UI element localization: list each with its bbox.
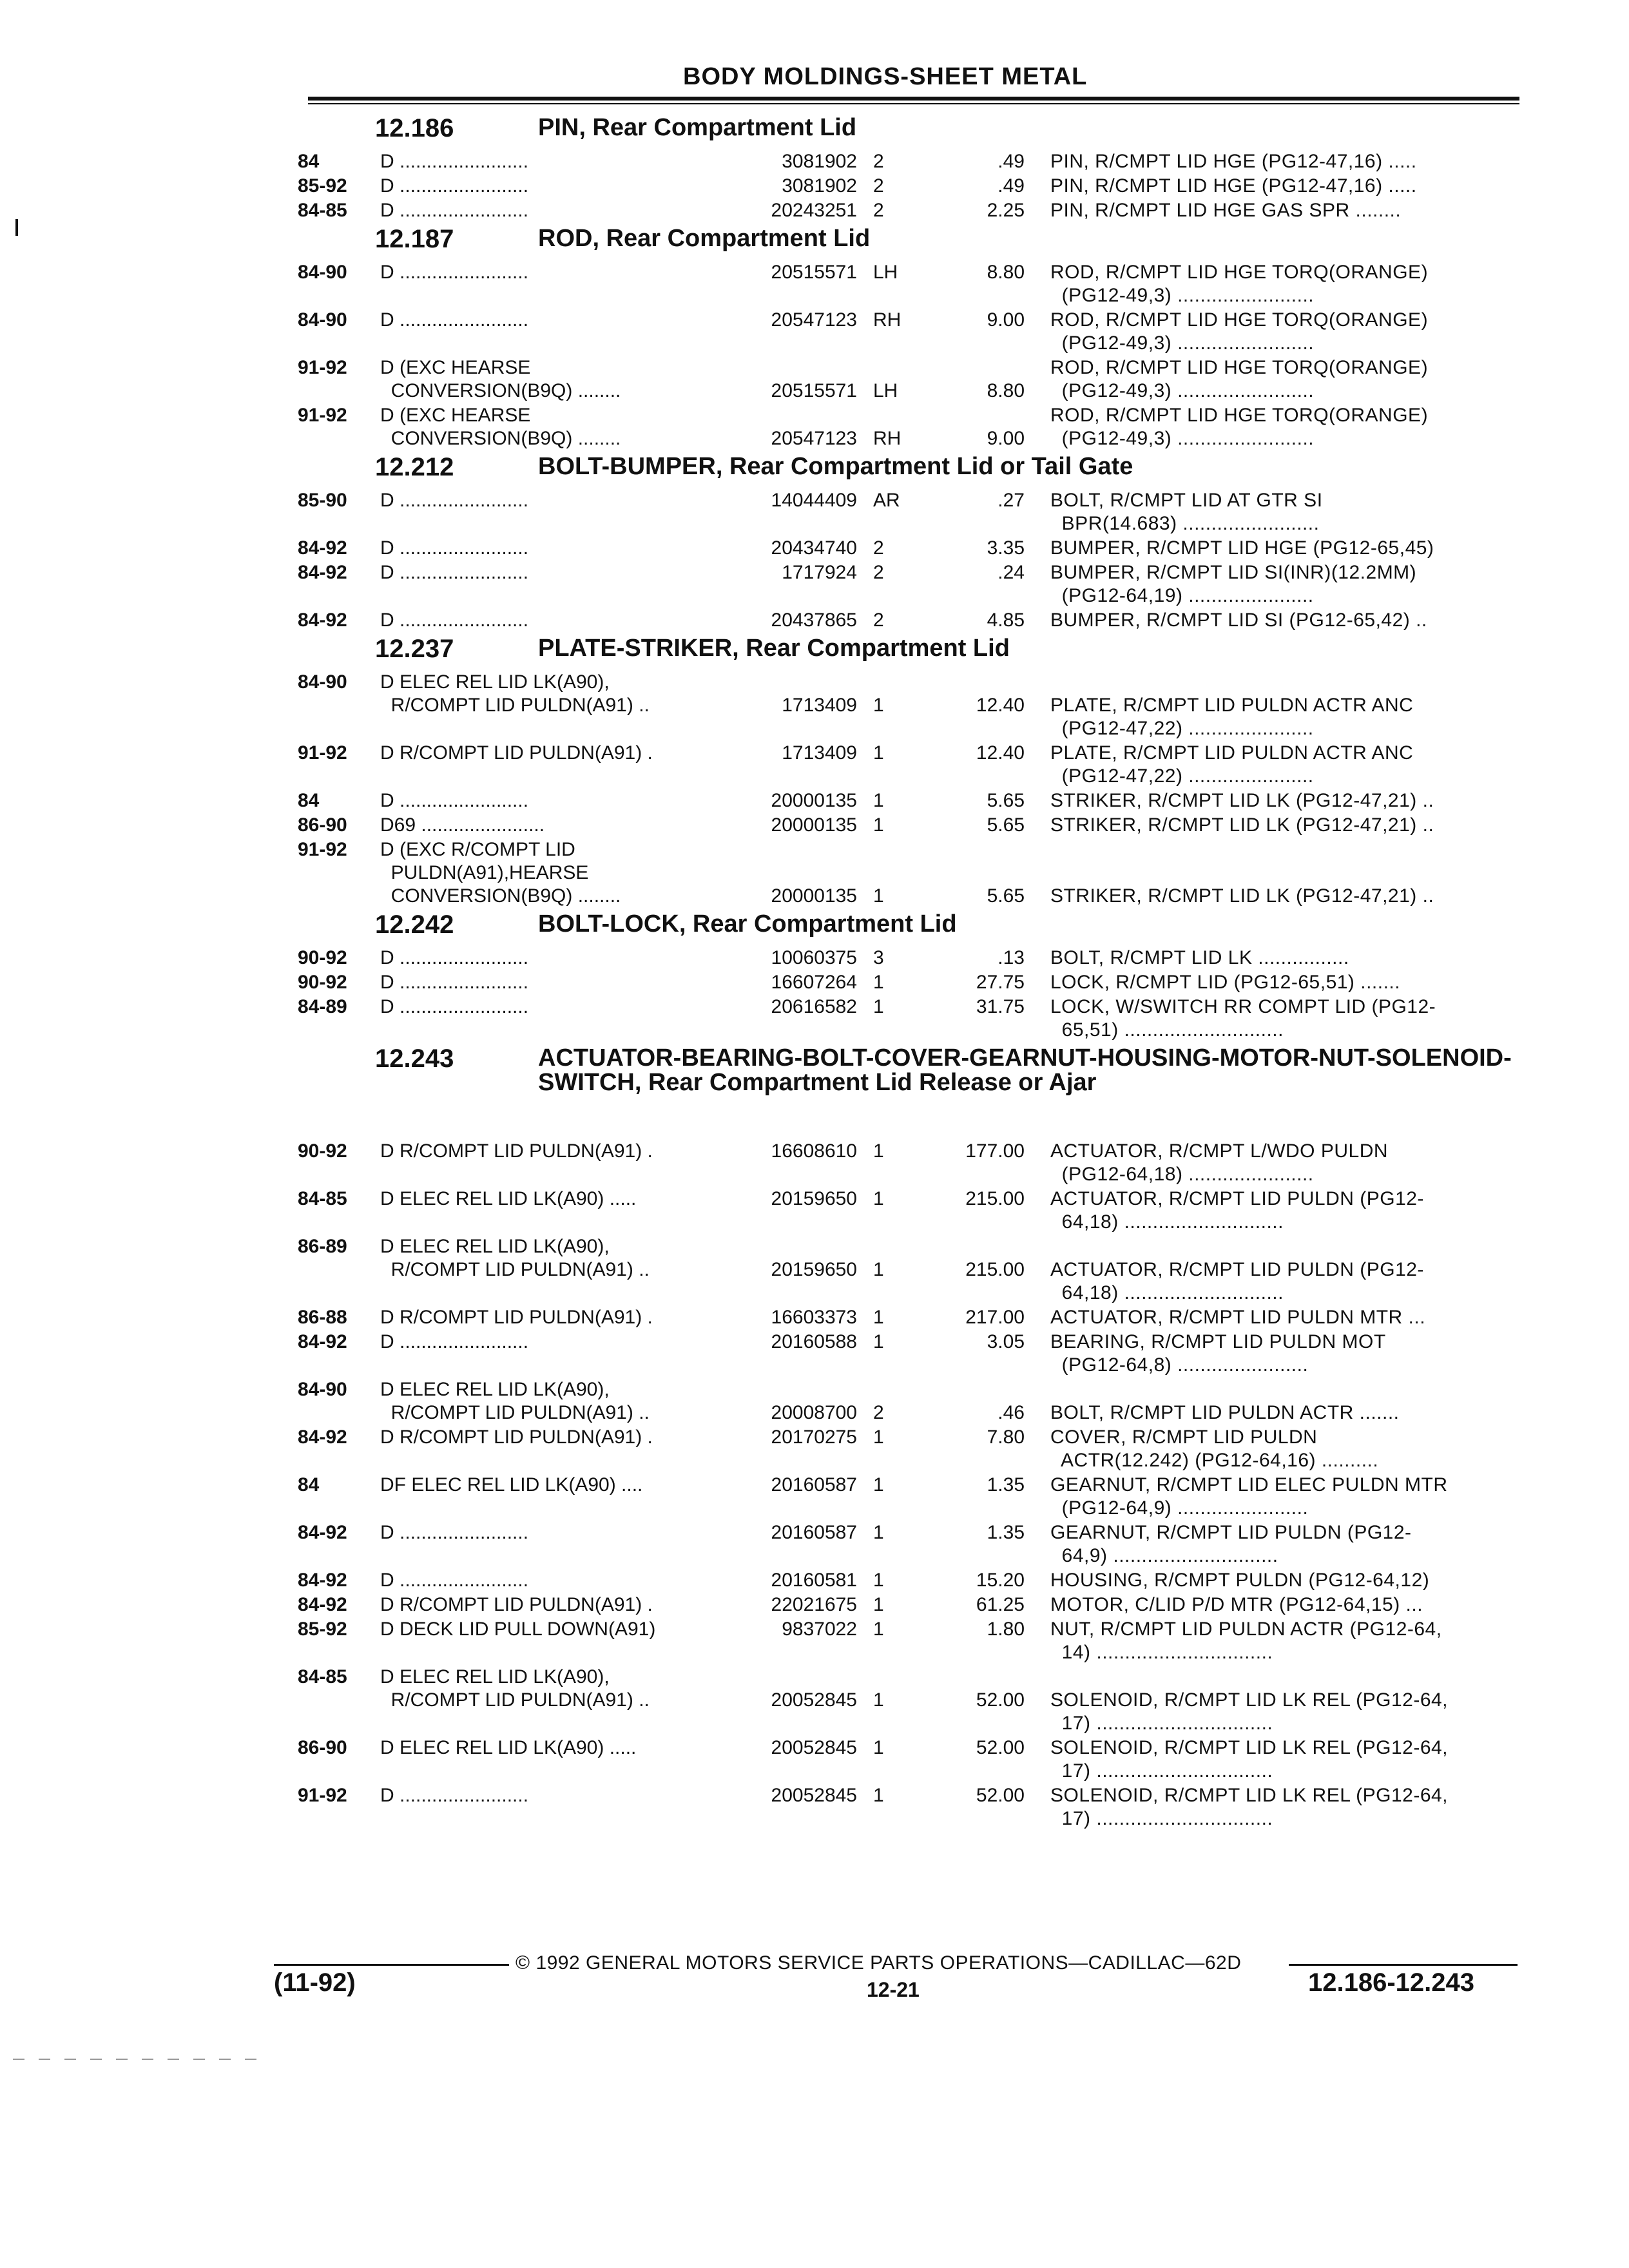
- footer-rule-left: [274, 1964, 509, 1966]
- part-number: 14044409: [771, 490, 857, 511]
- section-header: [0, 452, 1629, 489]
- model-years: 91-92: [298, 405, 347, 426]
- price: .49: [998, 175, 1025, 197]
- part-number: 20052845: [771, 1785, 857, 1806]
- section-number: 12.242: [375, 910, 454, 939]
- part-number: 20160581: [771, 1570, 857, 1591]
- part-number: 20000135: [771, 790, 857, 811]
- usage-description: D ........................: [380, 790, 529, 811]
- part-note: (PG12-47,22) ......................: [1050, 765, 1314, 787]
- section-title: ROD, Rear Compartment Lid: [538, 225, 871, 252]
- quantity: 1: [873, 1522, 884, 1543]
- part-note: ROD, R/CMPT LID HGE TORQ(ORANGE): [1050, 309, 1429, 331]
- quantity: 1: [873, 1594, 884, 1615]
- section-title: BOLT-BUMPER, Rear Compartment Lid or Tail Gate: [538, 453, 1133, 480]
- part-row: [0, 1569, 1629, 1593]
- quantity: RH: [873, 309, 901, 331]
- quantity: 1: [873, 790, 884, 811]
- section-title: BOLT-LOCK, Rear Compartment Lid: [538, 910, 957, 937]
- usage-description: R/COMPT LID PULDN(A91) ..: [380, 1259, 650, 1280]
- part-number: 20515571: [771, 380, 857, 401]
- model-years: 84-92: [298, 537, 347, 559]
- part-note: STRIKER, R/CMPT LID LK (PG12-47,21) ..: [1050, 885, 1434, 907]
- part-note: ACTUATOR, R/CMPT LID PULDN (PG12-: [1050, 1259, 1424, 1280]
- model-years: 84-92: [298, 1594, 347, 1615]
- model-years: 84-90: [298, 262, 347, 283]
- part-row: [0, 995, 1629, 1043]
- model-years: 86-90: [298, 814, 347, 836]
- quantity: 2: [873, 200, 884, 221]
- part-note: (PG12-64,9) .......................: [1050, 1497, 1309, 1519]
- usage-description: D ELEC REL LID LK(A90) .....: [380, 1737, 637, 1758]
- price: 215.00: [965, 1188, 1025, 1209]
- price: 2.25: [987, 200, 1025, 221]
- quantity: 2: [873, 151, 884, 172]
- part-note: 17) ...............................: [1050, 1713, 1273, 1734]
- model-years: 84-85: [298, 200, 347, 221]
- part-row: [0, 175, 1629, 199]
- part-row: [0, 1187, 1629, 1235]
- usage-description: D ........................: [380, 537, 529, 559]
- usage-description: DF ELEC REL LID LK(A90) ....: [380, 1474, 643, 1495]
- part-row: [0, 199, 1629, 224]
- footer-rule-right: [1289, 1964, 1518, 1966]
- part-row: [0, 261, 1629, 309]
- model-years: 86-90: [298, 1737, 347, 1758]
- usage-description: R/COMPT LID PULDN(A91) ..: [380, 1402, 650, 1423]
- usage-description: R/COMPT LID PULDN(A91) ..: [380, 695, 650, 716]
- part-row: [0, 150, 1629, 175]
- part-note: SOLENOID, R/CMPT LID LK REL (PG12-64,: [1050, 1689, 1449, 1711]
- part-note: 64,9) .............................: [1050, 1545, 1278, 1566]
- price: 52.00: [976, 1737, 1025, 1758]
- part-note: MOTOR, C/LID P/D MTR (PG12-64,15) ...: [1050, 1594, 1423, 1615]
- model-years: 90-92: [298, 1140, 347, 1162]
- quantity: RH: [873, 428, 901, 449]
- usage-description: D ........................: [380, 262, 529, 283]
- part-number: 20243251: [771, 200, 857, 221]
- header-rule: [308, 97, 1519, 101]
- part-number: 20159650: [771, 1259, 857, 1280]
- price: 8.80: [987, 380, 1025, 401]
- model-years: 84: [298, 1474, 320, 1495]
- usage-description: D ........................: [380, 972, 529, 993]
- part-row: [0, 1618, 1629, 1666]
- part-row: [0, 489, 1629, 537]
- usage-description: D (EXC R/COMPT LID: [380, 839, 575, 860]
- quantity: 2: [873, 537, 884, 559]
- price: 15.20: [976, 1570, 1025, 1591]
- part-row: [0, 1306, 1629, 1331]
- part-number: 20547123: [771, 428, 857, 449]
- quantity: 1: [873, 1427, 884, 1448]
- part-note: GEARNUT, R/CMPT LID ELEC PULDN MTR: [1050, 1474, 1448, 1495]
- part-note: BPR(14.683) ........................: [1050, 513, 1320, 534]
- part-row: [0, 404, 1629, 452]
- usage-description: D R/COMPT LID PULDN(A91) .: [380, 1140, 653, 1162]
- part-number: 20437865: [771, 610, 857, 631]
- part-note: (PG12-64,18) ......................: [1050, 1164, 1314, 1185]
- usage-description: D ........................: [380, 200, 529, 221]
- usage-description: D R/COMPT LID PULDN(A91) .: [380, 1307, 653, 1328]
- part-number: 16603373: [771, 1307, 857, 1328]
- part-note: PIN, R/CMPT LID HGE GAS SPR ........: [1050, 200, 1402, 221]
- price: 1.35: [987, 1474, 1025, 1495]
- model-years: 91-92: [298, 1785, 347, 1806]
- part-number: 20160588: [771, 1331, 857, 1352]
- price: .13: [998, 947, 1025, 968]
- part-note: SOLENOID, R/CMPT LID LK REL (PG12-64,: [1050, 1737, 1449, 1758]
- price: 9.00: [987, 428, 1025, 449]
- quantity: 1: [873, 1737, 884, 1758]
- part-number: 20616582: [771, 996, 857, 1017]
- part-note: (PG12-47,22) ......................: [1050, 718, 1314, 739]
- usage-description: D (EXC HEARSE: [380, 357, 531, 378]
- price: 9.00: [987, 309, 1025, 331]
- quantity: LH: [873, 262, 898, 283]
- quantity: AR: [873, 490, 900, 511]
- footer-copyright: © 1992 GENERAL MOTORS SERVICE PARTS OPERATIONS—CADILLAC—62D: [516, 1952, 1242, 1974]
- usage-description: CONVERSION(B9Q) ........: [380, 428, 621, 449]
- part-row: [0, 356, 1629, 404]
- part-number: 20547123: [771, 309, 857, 331]
- part-number: 3081902: [782, 151, 857, 172]
- part-note: ROD, R/CMPT LID HGE TORQ(ORANGE): [1050, 357, 1429, 378]
- part-note: BEARING, R/CMPT LID PULDN MOT: [1050, 1331, 1386, 1352]
- page-title: BODY MOLDINGS-SHEET METAL: [683, 63, 1088, 90]
- model-years: 84-92: [298, 610, 347, 631]
- usage-description: CONVERSION(B9Q) ........: [380, 885, 621, 907]
- part-row: [0, 537, 1629, 561]
- part-note: BUMPER, R/CMPT LID SI(INR)(12.2MM): [1050, 562, 1417, 583]
- part-note: 64,18) ............................: [1050, 1282, 1284, 1303]
- part-row: [0, 671, 1629, 742]
- price: 217.00: [965, 1307, 1025, 1328]
- model-years: 85-92: [298, 1619, 347, 1640]
- part-note: (PG12-49,3) ........................: [1050, 285, 1315, 306]
- part-row: [0, 309, 1629, 356]
- usage-description: D ........................: [380, 562, 529, 583]
- model-years: 84-92: [298, 1522, 347, 1543]
- usage-description: D ........................: [380, 947, 529, 968]
- part-note: PIN, R/CMPT LID HGE (PG12-47,16) .....: [1050, 151, 1417, 172]
- part-number: 20515571: [771, 262, 857, 283]
- quantity: 1: [873, 1188, 884, 1209]
- section-header: [0, 633, 1629, 671]
- part-note: STRIKER, R/CMPT LID LK (PG12-47,21) ..: [1050, 790, 1434, 811]
- part-row: [0, 1593, 1629, 1618]
- part-number: 20052845: [771, 1689, 857, 1711]
- usage-description: D ........................: [380, 1570, 529, 1591]
- scan-noise: [13, 2059, 271, 2060]
- part-note: ROD, R/CMPT LID HGE TORQ(ORANGE): [1050, 262, 1429, 283]
- price: 31.75: [976, 996, 1025, 1017]
- usage-description: D R/COMPT LID PULDN(A91) .: [380, 1427, 653, 1448]
- model-years: 84-90: [298, 671, 347, 693]
- usage-description: CONVERSION(B9Q) ........: [380, 380, 621, 401]
- model-years: 84: [298, 151, 320, 172]
- section-header: [0, 224, 1629, 261]
- part-number: 20170275: [771, 1427, 857, 1448]
- part-note: (PG12-49,3) ........................: [1050, 332, 1315, 354]
- price: 5.65: [987, 814, 1025, 836]
- part-note: PLATE, R/CMPT LID PULDN ACTR ANC: [1050, 742, 1414, 764]
- usage-description: D ........................: [380, 175, 529, 197]
- usage-description: D ........................: [380, 610, 529, 631]
- quantity: 1: [873, 814, 884, 836]
- part-row: [0, 1140, 1629, 1187]
- footer-date: (11-92): [274, 1968, 356, 1997]
- quantity: 3: [873, 947, 884, 968]
- part-note: 64,18) ............................: [1050, 1211, 1284, 1233]
- price: .24: [998, 562, 1025, 583]
- part-row: [0, 1521, 1629, 1569]
- price: 215.00: [965, 1259, 1025, 1280]
- usage-description: D R/COMPT LID PULDN(A91) .: [380, 742, 653, 764]
- price: 177.00: [965, 1140, 1025, 1162]
- part-note: ACTUATOR, R/CMPT LID PULDN (PG12-: [1050, 1188, 1424, 1209]
- part-number: 20008700: [771, 1402, 857, 1423]
- price: .27: [998, 490, 1025, 511]
- section-title: PIN, Rear Compartment Lid: [538, 114, 857, 141]
- quantity: 1: [873, 1140, 884, 1162]
- price: 12.40: [976, 742, 1025, 764]
- model-years: 85-90: [298, 490, 347, 511]
- model-years: 84-85: [298, 1666, 347, 1687]
- price: 52.00: [976, 1689, 1025, 1711]
- usage-description: D ELEC REL LID LK(A90) .....: [380, 1188, 637, 1209]
- model-years: 85-92: [298, 175, 347, 197]
- part-note: COVER, R/CMPT LID PULDN: [1050, 1427, 1318, 1448]
- price: .46: [998, 1402, 1025, 1423]
- section-title: PLATE-STRIKER, Rear Compartment Lid: [538, 635, 1010, 662]
- model-years: 91-92: [298, 357, 347, 378]
- usage-description: PULDN(A91),HEARSE: [380, 862, 589, 883]
- quantity: 1: [873, 1259, 884, 1280]
- price: 3.05: [987, 1331, 1025, 1352]
- price: 12.40: [976, 695, 1025, 716]
- part-row: [0, 561, 1629, 609]
- usage-description: D69 .......................: [380, 814, 545, 836]
- part-note: 17) ...............................: [1050, 1808, 1273, 1829]
- model-years: 84-85: [298, 1188, 347, 1209]
- part-note: STRIKER, R/CMPT LID LK (PG12-47,21) ..: [1050, 814, 1434, 836]
- section-number: 12.187: [375, 225, 454, 253]
- part-row: [0, 1474, 1629, 1521]
- quantity: 1: [873, 1474, 884, 1495]
- part-row: [0, 838, 1629, 909]
- part-number: 20159650: [771, 1188, 857, 1209]
- model-years: 90-92: [298, 947, 347, 968]
- model-years: 91-92: [298, 839, 347, 860]
- part-row: [0, 971, 1629, 995]
- usage-description: D R/COMPT LID PULDN(A91) .: [380, 1594, 653, 1615]
- part-number: 16608610: [771, 1140, 857, 1162]
- part-note: 65,51) ............................: [1050, 1019, 1284, 1041]
- part-row: [0, 1666, 1629, 1736]
- part-note: ACTUATOR, R/CMPT L/WDO PULDN: [1050, 1140, 1389, 1162]
- quantity: 1: [873, 996, 884, 1017]
- part-note: ACTR(12.242) (PG12-64,16) ..........: [1050, 1450, 1379, 1471]
- model-years: 84-92: [298, 1331, 347, 1352]
- part-note: HOUSING, R/CMPT PULDN (PG12-64,12): [1050, 1570, 1430, 1591]
- section-title: ACTUATOR-BEARING-BOLT-COVER-GEARNUT-HOUSING-MOTOR-NUT-SOLENOID-SWITCH, Rear Compartment Lid Release or Ajar: [538, 1044, 1512, 1096]
- section-header: [0, 909, 1629, 947]
- part-row: [0, 789, 1629, 814]
- usage-description: D ........................: [380, 490, 529, 511]
- usage-description: D ELEC REL LID LK(A90),: [380, 671, 610, 693]
- quantity: 2: [873, 175, 884, 197]
- usage-description: D ........................: [380, 1785, 529, 1806]
- quantity: 2: [873, 610, 884, 631]
- price: 5.65: [987, 885, 1025, 907]
- price: 7.80: [987, 1427, 1025, 1448]
- usage-description: D ELEC REL LID LK(A90),: [380, 1236, 610, 1257]
- model-years: 90-92: [298, 972, 347, 993]
- usage-description: D ........................: [380, 1522, 529, 1543]
- part-row: [0, 609, 1629, 633]
- part-row: [0, 814, 1629, 838]
- price: 8.80: [987, 262, 1025, 283]
- part-note: BOLT, R/CMPT LID PULDN ACTR .......: [1050, 1402, 1400, 1423]
- part-number: 9837022: [782, 1619, 857, 1640]
- part-number: 20160587: [771, 1474, 857, 1495]
- part-number: 1713409: [782, 742, 857, 764]
- price: 5.65: [987, 790, 1025, 811]
- quantity: 1: [873, 1785, 884, 1806]
- section-number: 12.237: [375, 635, 454, 663]
- price: 4.85: [987, 610, 1025, 631]
- usage-description: D DECK LID PULL DOWN(A91): [380, 1619, 656, 1640]
- part-row: [0, 742, 1629, 789]
- model-years: 84: [298, 790, 320, 811]
- part-note: 17) ...............................: [1050, 1760, 1273, 1782]
- section-number: 12.243: [375, 1044, 454, 1073]
- price: 3.35: [987, 537, 1025, 559]
- model-years: 86-88: [298, 1307, 347, 1328]
- model-years: 84-92: [298, 1570, 347, 1591]
- part-note: SOLENOID, R/CMPT LID LK REL (PG12-64,: [1050, 1785, 1449, 1806]
- part-number: 16607264: [771, 972, 857, 993]
- quantity: LH: [873, 380, 898, 401]
- quantity: 1: [873, 885, 884, 907]
- quantity: 1: [873, 1570, 884, 1591]
- part-row: [0, 1378, 1629, 1426]
- section-header: [0, 113, 1629, 150]
- part-row: [0, 1426, 1629, 1474]
- part-note: ACTUATOR, R/CMPT LID PULDN MTR ...: [1050, 1307, 1426, 1328]
- usage-description: D ........................: [380, 151, 529, 172]
- usage-description: D ........................: [380, 1331, 529, 1352]
- quantity: 1: [873, 1331, 884, 1352]
- usage-description: R/COMPT LID PULDN(A91) ..: [380, 1689, 650, 1711]
- part-note: (PG12-64,19) ......................: [1050, 585, 1314, 606]
- part-note: PLATE, R/CMPT LID PULDN ACTR ANC: [1050, 695, 1414, 716]
- parts-list: [0, 113, 1629, 1832]
- quantity: 1: [873, 742, 884, 764]
- part-number: 20160587: [771, 1522, 857, 1543]
- part-note: (PG12-64,8) .......................: [1050, 1354, 1309, 1376]
- price: 52.00: [976, 1785, 1025, 1806]
- part-note: (PG12-49,3) ........................: [1050, 428, 1315, 449]
- part-note: NUT, R/CMPT LID PULDN ACTR (PG12-64,: [1050, 1619, 1442, 1640]
- model-years: 86-89: [298, 1236, 347, 1257]
- model-years: 91-92: [298, 742, 347, 764]
- part-note: LOCK, R/CMPT LID (PG12-65,51) .......: [1050, 972, 1401, 993]
- model-years: 84-89: [298, 996, 347, 1017]
- price: 61.25: [976, 1594, 1025, 1615]
- usage-description: D ........................: [380, 309, 529, 331]
- part-note: 14) ...............................: [1050, 1642, 1273, 1663]
- part-note: (PG12-49,3) ........................: [1050, 380, 1315, 401]
- part-number: 22021675: [771, 1594, 857, 1615]
- part-note: BOLT, R/CMPT LID AT GTR SI: [1050, 490, 1323, 511]
- header-rule-thin: [308, 103, 1519, 104]
- part-number: 20434740: [771, 537, 857, 559]
- part-note: PIN, R/CMPT LID HGE (PG12-47,16) .....: [1050, 175, 1417, 197]
- part-note: BUMPER, R/CMPT LID HGE (PG12-65,45): [1050, 537, 1434, 559]
- section-header: [0, 1043, 1629, 1140]
- part-row: [0, 1235, 1629, 1306]
- part-number: 3081902: [782, 175, 857, 197]
- footer-section-range: 12.186-12.243: [1308, 1968, 1475, 1997]
- price: 27.75: [976, 972, 1025, 993]
- part-row: [0, 1784, 1629, 1832]
- part-note: BOLT, R/CMPT LID LK ................: [1050, 947, 1349, 968]
- part-number: 20052845: [771, 1737, 857, 1758]
- part-row: [0, 947, 1629, 971]
- usage-description: D ELEC REL LID LK(A90),: [380, 1379, 610, 1400]
- part-number: 1717924: [782, 562, 857, 583]
- model-years: 84-90: [298, 1379, 347, 1400]
- part-note: LOCK, W/SWITCH RR COMPT LID (PG12-: [1050, 996, 1436, 1017]
- part-note: BUMPER, R/CMPT LID SI (PG12-65,42) ..: [1050, 610, 1427, 631]
- quantity: 1: [873, 1307, 884, 1328]
- usage-description: D ELEC REL LID LK(A90),: [380, 1666, 610, 1687]
- usage-description: D ........................: [380, 996, 529, 1017]
- quantity: 2: [873, 562, 884, 583]
- price: 1.80: [987, 1619, 1025, 1640]
- quantity: 1: [873, 695, 884, 716]
- part-row: [0, 1736, 1629, 1784]
- model-years: 84-90: [298, 309, 347, 331]
- section-number: 12.186: [375, 114, 454, 142]
- usage-description: D (EXC HEARSE: [380, 405, 531, 426]
- part-number: 20000135: [771, 885, 857, 907]
- part-number: 1713409: [782, 695, 857, 716]
- quantity: 1: [873, 972, 884, 993]
- price: .49: [998, 151, 1025, 172]
- model-years: 84-92: [298, 562, 347, 583]
- quantity: 1: [873, 1689, 884, 1711]
- part-row: [0, 1331, 1629, 1378]
- price: 1.35: [987, 1522, 1025, 1543]
- part-note: ROD, R/CMPT LID HGE TORQ(ORANGE): [1050, 405, 1429, 426]
- quantity: 1: [873, 1619, 884, 1640]
- quantity: 2: [873, 1402, 884, 1423]
- part-number: 20000135: [771, 814, 857, 836]
- footer-page-number: 12-21: [867, 1978, 920, 2001]
- model-years: 84-92: [298, 1427, 347, 1448]
- part-number: 10060375: [771, 947, 857, 968]
- part-note: GEARNUT, R/CMPT LID PULDN (PG12-: [1050, 1522, 1412, 1543]
- section-number: 12.212: [375, 453, 454, 481]
